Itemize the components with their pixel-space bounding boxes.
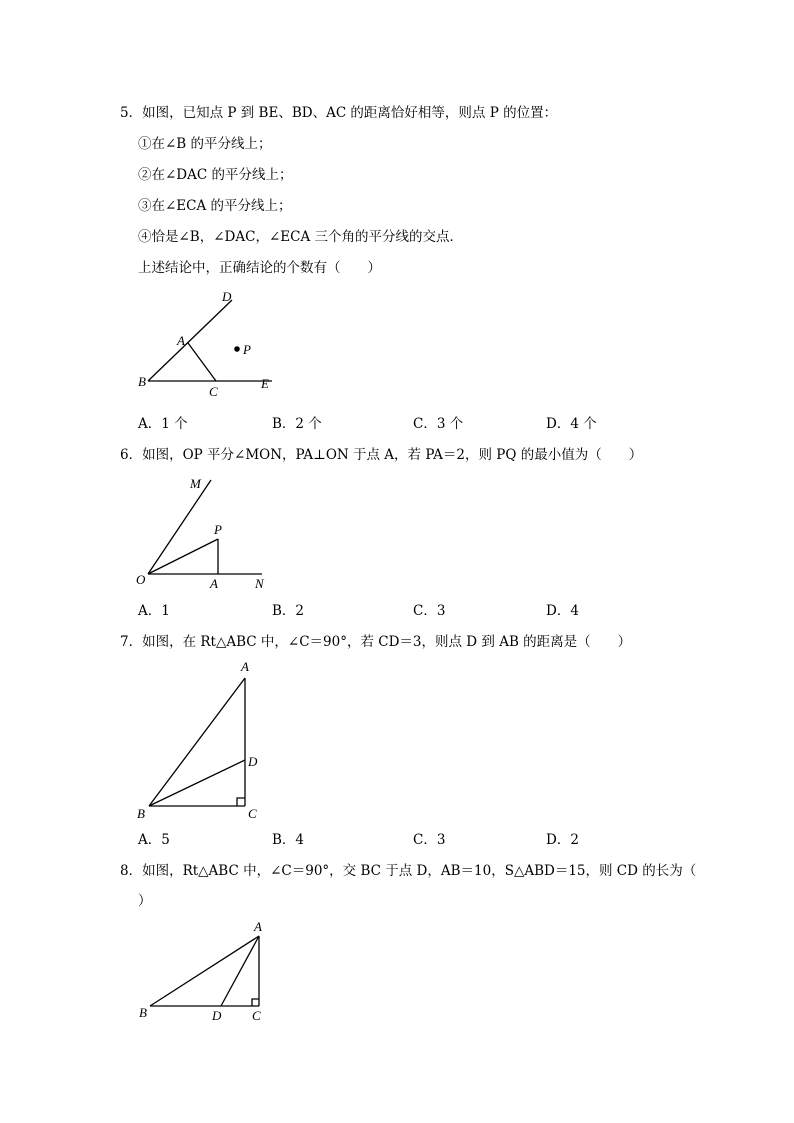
q8-label-D: D bbox=[212, 1008, 222, 1023]
q5-option-a: A．1 个 bbox=[138, 416, 188, 432]
q7-right-angle-mark bbox=[237, 798, 245, 806]
q5-option-b: B．2 个 bbox=[272, 416, 322, 432]
q7-option-b: B．4 bbox=[272, 832, 305, 848]
q6-option-b: B．2 bbox=[272, 603, 305, 619]
q6-label-N: N bbox=[255, 576, 264, 591]
q5-option-c: C．3 个 bbox=[413, 416, 464, 432]
q7-figure bbox=[130, 656, 280, 826]
q5-label-E: E bbox=[261, 376, 269, 391]
q8-stem: 8．如图，Rt△ABC 中，∠C＝90°，交 BC 于点 D，AB＝10，S△ABD＝15，则 CD 的长为（ bbox=[120, 863, 697, 879]
q6-label-A: A bbox=[210, 576, 218, 591]
q7-label-D: D bbox=[248, 754, 258, 769]
q7-option-a: A．5 bbox=[138, 832, 170, 848]
q6-figure bbox=[130, 472, 280, 594]
q8-label-B: B bbox=[139, 1005, 147, 1020]
q5-item-1: ①在∠B 的平分线上； bbox=[138, 136, 272, 152]
q7-segment-BD bbox=[149, 760, 245, 806]
q5-label-A: A bbox=[177, 333, 185, 348]
q8-label-C: C bbox=[252, 1008, 261, 1023]
q6-segment-OP bbox=[148, 539, 218, 574]
q8-segment-AD bbox=[221, 936, 259, 1006]
q5-label-B: B bbox=[138, 374, 146, 389]
q7-option-d: D．2 bbox=[546, 832, 579, 848]
q5-label-D: D bbox=[222, 289, 232, 304]
q7-label-A: A bbox=[241, 659, 249, 674]
q5-label-P: P bbox=[243, 342, 251, 357]
q7-stem: 7．如图，在 Rt△ABC 中，∠C＝90°，若 CD＝3，则点 D 到 AB 的距离是（ ） bbox=[120, 634, 632, 650]
q5-line-AC bbox=[188, 343, 216, 381]
q5-line-BD bbox=[148, 300, 232, 381]
q8-stem-continuation: ） bbox=[138, 893, 152, 909]
q7-option-c: C．3 bbox=[413, 832, 446, 848]
q5-item-3: ③在∠ECA 的平分线上； bbox=[138, 198, 292, 214]
q5-stem: 5．如图，已知点 P 到 BE、BD、AC 的距离恰好相等，则点 P 的位置： bbox=[120, 105, 558, 121]
q5-item-2: ②在∠DAC 的平分线上； bbox=[138, 167, 293, 183]
q8-right-angle-mark bbox=[252, 999, 259, 1006]
q5-point-P bbox=[234, 346, 240, 352]
q5-figure bbox=[130, 286, 290, 406]
q5-item-4: ④恰是∠B，∠DAC，∠ECA 三个角的平分线的交点． bbox=[138, 229, 463, 245]
q7-label-C: C bbox=[248, 806, 257, 821]
q5-ask: 上述结论中，正确结论的个数有（ ） bbox=[138, 260, 381, 276]
q8-side-AB bbox=[150, 936, 259, 1006]
q5-option-d: D．4 个 bbox=[546, 416, 597, 432]
q6-label-P: P bbox=[214, 522, 222, 537]
q6-option-a: A．1 bbox=[138, 603, 170, 619]
q7-side-AB bbox=[149, 678, 245, 806]
q6-ray-OM bbox=[148, 480, 211, 574]
q6-stem: 6．如图，OP 平分∠MON，PA⊥ON 于点 A，若 PA＝2，则 PQ 的最小值为（ ） bbox=[120, 447, 643, 463]
q6-label-O: O bbox=[136, 572, 146, 587]
q6-option-d: D．4 bbox=[546, 603, 579, 619]
q7-label-B: B bbox=[137, 806, 145, 821]
q8-label-A: A bbox=[254, 919, 262, 934]
q8-figure bbox=[130, 916, 280, 1026]
q5-label-C: C bbox=[209, 384, 218, 399]
q6-label-M: M bbox=[190, 476, 201, 491]
q6-option-c: C．3 bbox=[413, 603, 446, 619]
